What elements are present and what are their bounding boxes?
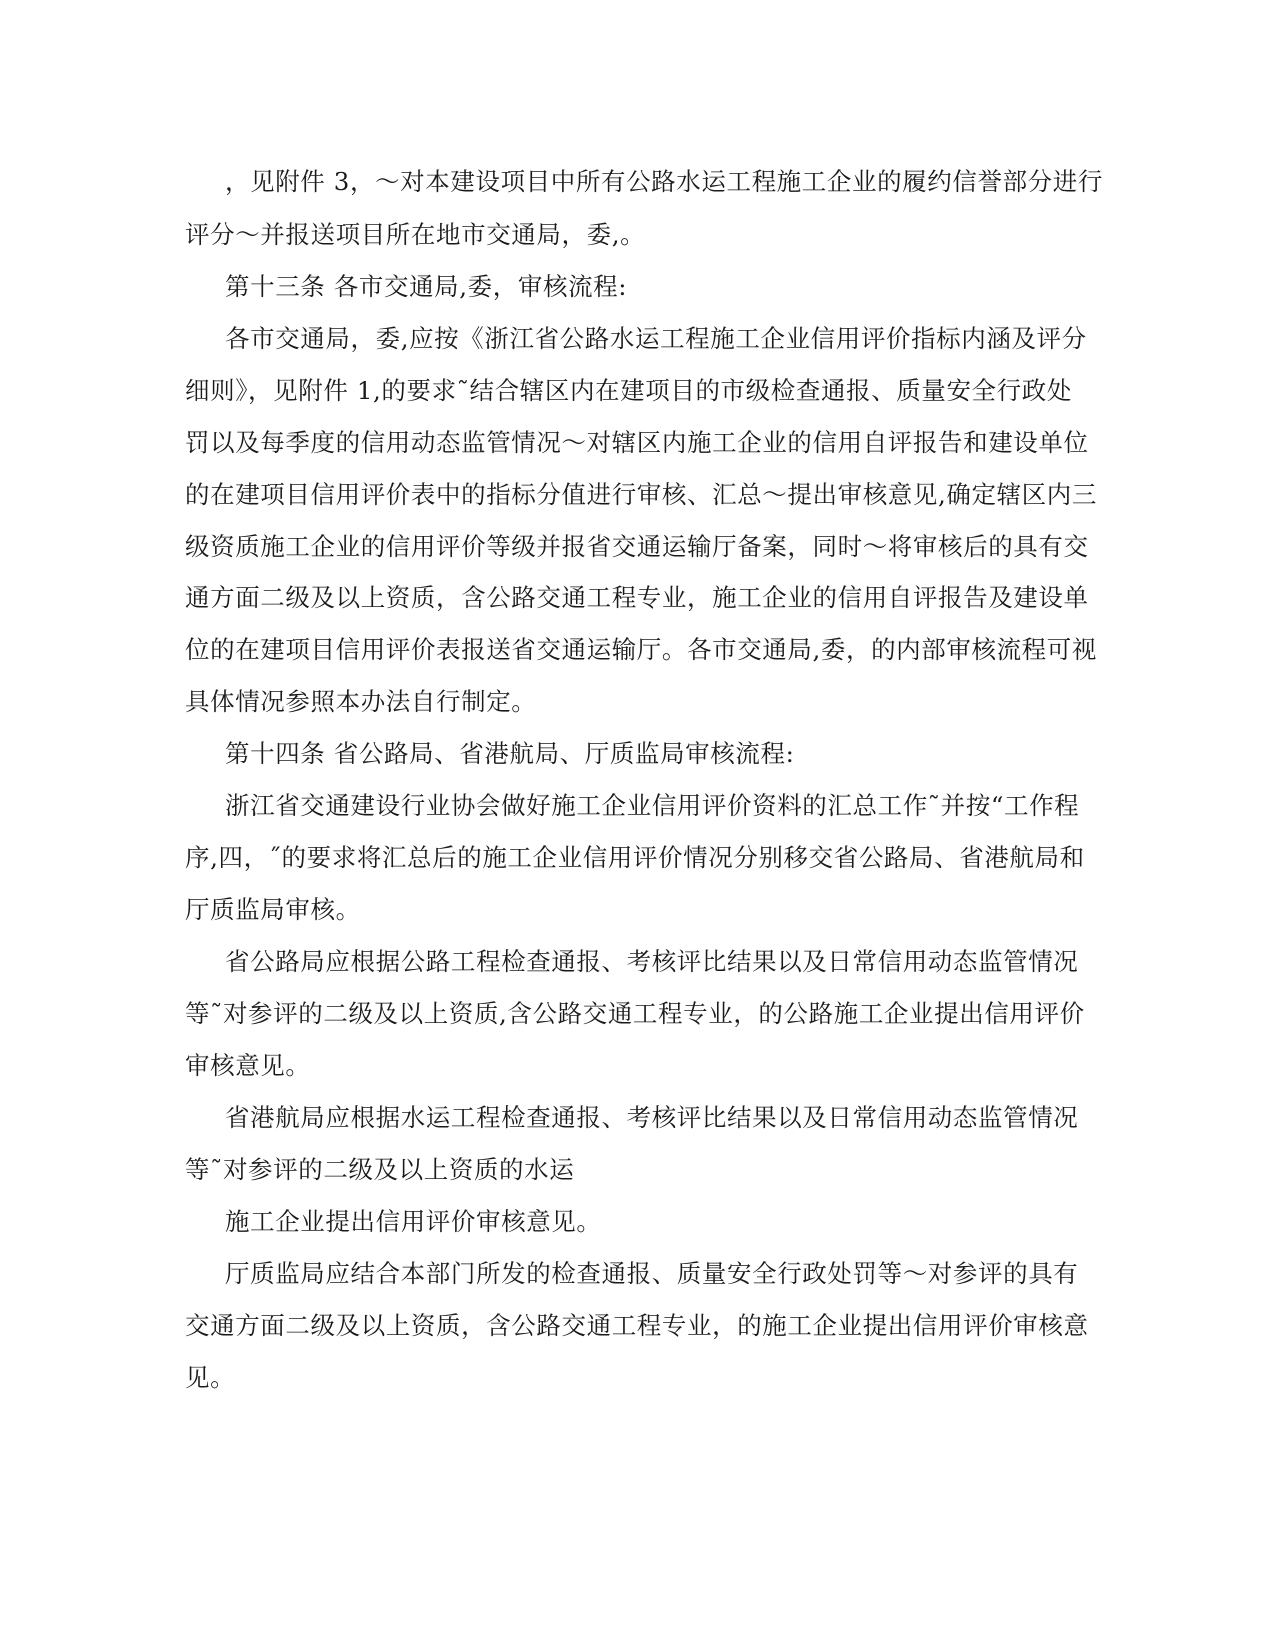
text-line: 等˜对参评的二级及以上资质的水运 xyxy=(185,1155,575,1184)
text-line: 厅质监局应结合本部门所发的检查通报、质量安全行政处罚等～对参评的具有 xyxy=(225,1259,1079,1288)
text-line: 罚以及每季度的信用动态监管情况～对辖区内施工企业的信用自评报告和建设单位 xyxy=(185,428,1089,457)
text-line: 细则》，见附件 1,的要求˜结合辖区内在建项目的市级检查通报、质量安全行政处 xyxy=(185,376,1072,405)
text-line: 厅质监局审核。 xyxy=(185,895,361,924)
text-line: 审核意见。 xyxy=(185,1051,311,1080)
section-heading-14: 第十四条 省公路局、省港航局、厅质监局审核流程: xyxy=(225,739,795,768)
text-line: 浙江省交通建设行业协会做好施工企业信用评价资料的汇总工作˜并按“工作程 xyxy=(225,791,1080,820)
text-line: ，见附件 3，～对本建设项目中所有公路水运工程施工企业的履约信誉部分进行 xyxy=(225,167,1103,196)
text-line: 省公路局应根据公路工程检查通报、考核评比结果以及日常信用动态监管情况 xyxy=(225,947,1079,976)
text-line: 具体情况参照本办法自行制定。 xyxy=(185,687,537,716)
text-line: 各市交通局，委,应按《浙江省公路水运工程施工企业信用评价指标内涵及评分 xyxy=(225,324,1087,353)
text-line: 通方面二级及以上资质，含公路交通工程专业，施工企业的信用自评报告及建设单 xyxy=(185,583,1089,612)
text-line: 评分～并报送项目所在地市交通局，委,。 xyxy=(185,220,646,249)
text-line: 位的在建项目信用评价表报送省交通运输厅。各市交通局,委，的内部审核流程可视 xyxy=(185,635,1097,664)
text-line: 施工企业提出信用评价审核意见。 xyxy=(225,1207,602,1236)
text-line: 省港航局应根据水运工程检查通报、考核评比结果以及日常信用动态监管情况 xyxy=(225,1103,1079,1132)
text-line: 交通方面二级及以上资质，含公路交通工程专业，的施工企业提出信用评价审核意 xyxy=(185,1311,1089,1340)
section-heading-13: 第十三条 各市交通局,委，审核流程: xyxy=(225,272,628,301)
text-line: 序,四，˝的要求将汇总后的施工企业信用评价情况分别移交省公路局、省港航局和 xyxy=(185,843,1085,872)
text-line: 等˜对参评的二级及以上资质,含公路交通工程专业，的公路施工企业提出信用评价 xyxy=(185,999,1085,1028)
text-line: 见。 xyxy=(185,1363,236,1392)
text-line: 的在建项目信用评价表中的指标分值进行审核、汇总～提出审核意见,确定辖区内三 xyxy=(185,480,1097,509)
text-line: 级资质施工企业的信用评价等级并报省交通运输厅备案，同时～将审核后的具有交 xyxy=(185,532,1089,561)
